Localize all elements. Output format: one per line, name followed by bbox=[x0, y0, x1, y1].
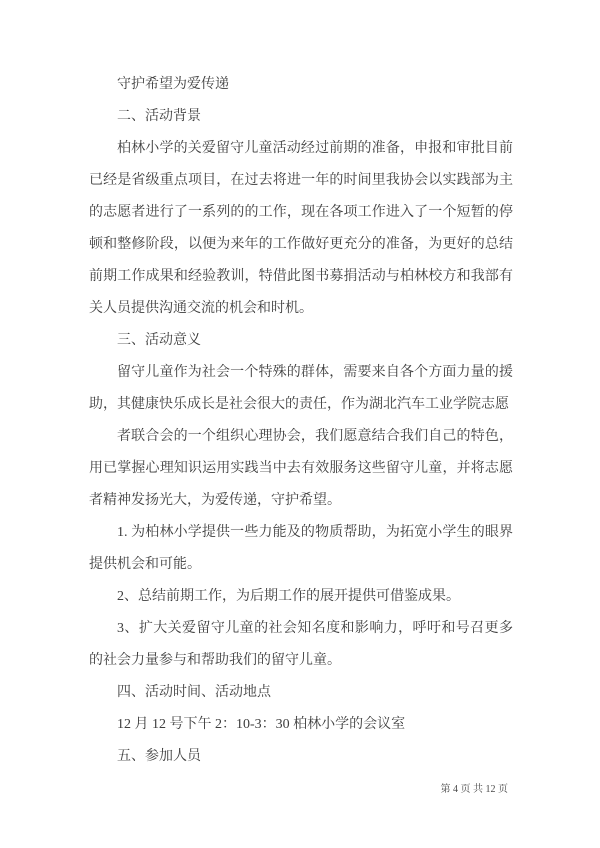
document-body bbox=[89, 69, 513, 773]
paragraph: 留守儿童作为社会一个特殊的群体，需要来自各个方面力量的援助，其健康快乐成长是社会很大的责任，作为湖北汽车工业学院志愿 bbox=[89, 365, 513, 412]
paragraph: 者联合会的一个组织心理协会，我们愿意结合我们自己的特色，用已掌握心理知识运用实践当中去有效服务这些留守儿童，并将志愿者精神发扬光大，为爱传递，守护希望。 bbox=[89, 429, 513, 508]
paragraph: 四、活动时间、活动地点 bbox=[117, 685, 271, 700]
paragraph: 2、总结前期工作，为后期工作的展开提供可借鉴成果。 bbox=[117, 589, 460, 604]
page-number-label: 第 4 页 共 12 页 bbox=[440, 784, 508, 795]
paragraph: 3、扩大关爱留守儿童的社会知名度和影响力，呼吁和号召更多的社会力量参与和帮助我们的留守儿童。 bbox=[89, 621, 513, 668]
paragraph: 1. 为柏林小学提供一些力能及的物质帮助，为拓宽小学生的眼界提供机会和可能。 bbox=[89, 525, 513, 572]
paragraph: 守护希望为爱传递 bbox=[117, 77, 229, 92]
paragraph: 二、活动背景 bbox=[117, 109, 201, 124]
paragraph: 12 月 12 号下午 2：10-3：30 柏林小学的会议室 bbox=[117, 717, 406, 732]
paragraph: 五、参加人员 bbox=[117, 749, 201, 764]
page-footer bbox=[441, 783, 509, 797]
paragraph: 柏林小学的关爱留守儿童活动经过前期的准备，申报和审批目前已经是省级重点项目，在过去将进一年的时间里我协会以实践部为主的志愿者进行了一系列的的工作，现在各项工作进入了一个短暂的停顿和整修阶段，以便为来年的工作做好更充分的准备，为更好的总结前期工作成果和经验教训，特借此图书募捐活动与柏林校方和我部有关人员提供沟通交流的机会和时机。 bbox=[89, 141, 513, 316]
paragraph: 三、活动意义 bbox=[117, 333, 201, 348]
